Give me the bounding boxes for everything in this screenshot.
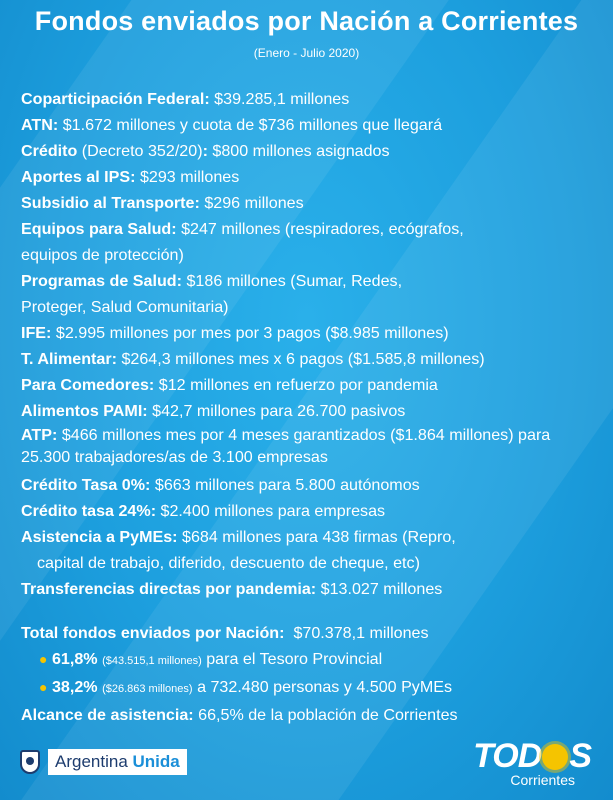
- bullet-icon: ●: [39, 651, 48, 667]
- funds-list: [21, 86, 601, 602]
- list-item: Transferencias directas por pandemia: $13.027 millones: [21, 580, 443, 598]
- total-summary: [21, 620, 601, 728]
- argentina-unida-logo: [20, 749, 187, 775]
- list-item: Alimentos PAMI: $42,7 millones para 26.700 pasivos: [21, 402, 406, 420]
- bullet-icon: ●: [39, 679, 48, 695]
- breakdown-item: ● 38,2% ($26.863 millones) a 732.480 personas y 4.500 PyMEs: [39, 678, 453, 696]
- list-item: Subsidio al Transporte: $296 millones: [21, 194, 304, 212]
- list-item: IFE: $2.995 millones por mes por 3 pagos ($8.985 millones): [21, 324, 449, 342]
- todos-corrientes-logo: TOD S Corrientes: [473, 737, 591, 788]
- list-item: Para Comedores: $12 millones en refuerzo por pandemia: [21, 376, 438, 394]
- list-item-continuation: Proteger, Salud Comunitaria): [21, 298, 229, 316]
- coat-of-arms-icon: [20, 750, 40, 774]
- list-item: Programas de Salud: $186 millones (Sumar, Redes,: [21, 272, 403, 290]
- list-item: Coparticipación Federal: $39.285,1 millones: [21, 90, 350, 108]
- list-item: Equipos para Salud: $247 millones (respiradores, ecógrafos,: [21, 220, 464, 238]
- total-row: Total fondos enviados por Nación: $70.378,1 millones: [21, 624, 429, 642]
- list-item: Crédito Tasa 0%: $663 millones para 5.800 autónomos: [21, 476, 420, 494]
- sun-icon: [542, 744, 568, 770]
- list-item: Crédito (Decreto 352/20): $800 millones asignados: [21, 142, 390, 160]
- list-item: Aportes al IPS: $293 millones: [21, 168, 240, 186]
- date-range: (Enero - Julio 2020): [253, 46, 360, 60]
- brand-badge: Argentina Unida: [48, 749, 187, 775]
- list-item-continuation: equipos de protección): [21, 246, 184, 264]
- list-item: ATP: $466 millones mes por 4 meses garantizados ($1.864 millones) para 25.300 trabajadores/as de 3.100 empresas: [21, 426, 551, 466]
- list-item-continuation: capital de trabajo, diferido, descuento de cheque, etc): [37, 554, 420, 572]
- list-item: Crédito tasa 24%: $2.400 millones para empresas: [21, 502, 386, 520]
- list-item: Asistencia a PyMEs: $684 millones para 438 firmas (Repro,: [21, 528, 456, 546]
- list-item: T. Alimentar: $264,3 millones mes x 6 pagos ($1.585,8 millones): [21, 350, 485, 368]
- list-item: ATN: $1.672 millones y cuota de $736 millones que llegará: [21, 116, 443, 134]
- page-title: Fondos enviados por Nación a Corrientes: [34, 6, 579, 36]
- reach-row: Alcance de asistencia: 66,5% de la población de Corrientes: [21, 706, 458, 724]
- breakdown-item: ● 61,8% ($43.515,1 millones) para el Tesoro Provincial: [39, 650, 383, 668]
